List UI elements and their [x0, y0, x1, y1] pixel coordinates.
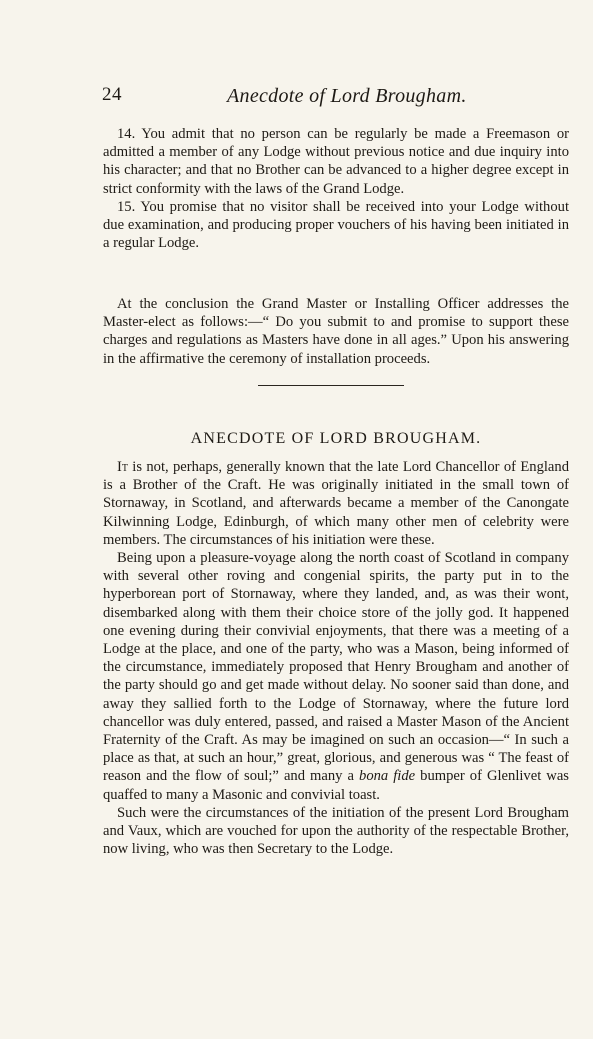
paragraph-2-italic: bona fide [359, 768, 416, 785]
anecdote-paragraph-1 [103, 458, 569, 549]
paragraph-1-text: is not, perhaps, generally known that the late Lord Chancellor of England is a Brother of the Craft. He was originally initiated in the small town of Stornaway, in Scotland, and afterwards became a member of the Canongate Kilwinning Lodge, Edinburgh, of which many other men of celebrity were members. The circumstances of his initiation were these. [103, 459, 569, 548]
page-number: 24 [102, 84, 122, 105]
drop-word: It [117, 459, 128, 475]
page-header [102, 84, 572, 110]
rule-15: 15. You promise that no visitor shall be received into your Lodge without due examination, and producing proper vouchers of his having been initiated in a regular Lodge. [103, 198, 569, 252]
anecdote-paragraph-3: Such were the circumstances of the initiation of the present Lord Brougham and Vaux, which are vouched for upon the authority of the respectable Brother, now living, who was then Secretary to the Lodge. [103, 804, 569, 858]
conclusion-block [103, 295, 569, 368]
conclusion-paragraph: At the conclusion the Grand Master or Installing Officer addresses the Master-elect as follows:—“ Do you submit to and promise to support these charges and regulations as Masters have done in all ages.” Upon his answering in the affirmative the ceremony of installation proceeds. [103, 296, 569, 367]
section-divider [258, 385, 404, 386]
anecdote-body [103, 458, 569, 858]
paragraph-2-text-a: Being upon a pleasure-voyage along the north coast of Scotland in company with several other roving and congenial spirits, the party put in to the hyperborean port of Stornaway, where they landed, and, as was their wont, disembarked along with them their choice store of the jolly god. It happened one evening during their convivial enjoyments, that there was a meeting of a Lodge at the place, and one of the party, who was a Mason, being informed of the circumstance, immediately proposed that Henry Brougham and another of the party should go and get made without delay. No sooner said than done, and away they sallied forth to the Lodge of Stornaway, where the future lord chancellor was duly entered, passed, and raised a Master Mason of the Ancient Fraternity of the Craft. As may be imagined on such an occasion—“ In such a place as that, at such an hour,” great, glorious, and generous was “ The feast of reason and the flow of soul;” and many a [103, 550, 569, 785]
rule-14: 14. You admit that no person can be regularly be made a Freemason or admitted a member of any Lodge without previous notice and due inquiry into his character; and that no Brother can be advanced to a higher degree except in strict conformity with the laws of the Grand Lodge. [103, 126, 569, 197]
section-heading: ANECDOTE OF LORD BROUGHAM. [190, 430, 482, 447]
anecdote-paragraph-2 [103, 549, 569, 804]
installation-rules [103, 125, 569, 252]
running-head: Anecdote of Lord Brougham. [227, 85, 467, 107]
paragraph-2-text-b: bumper of Glenlivet was quaffed to many a Masonic and convivial toast. [103, 768, 569, 803]
